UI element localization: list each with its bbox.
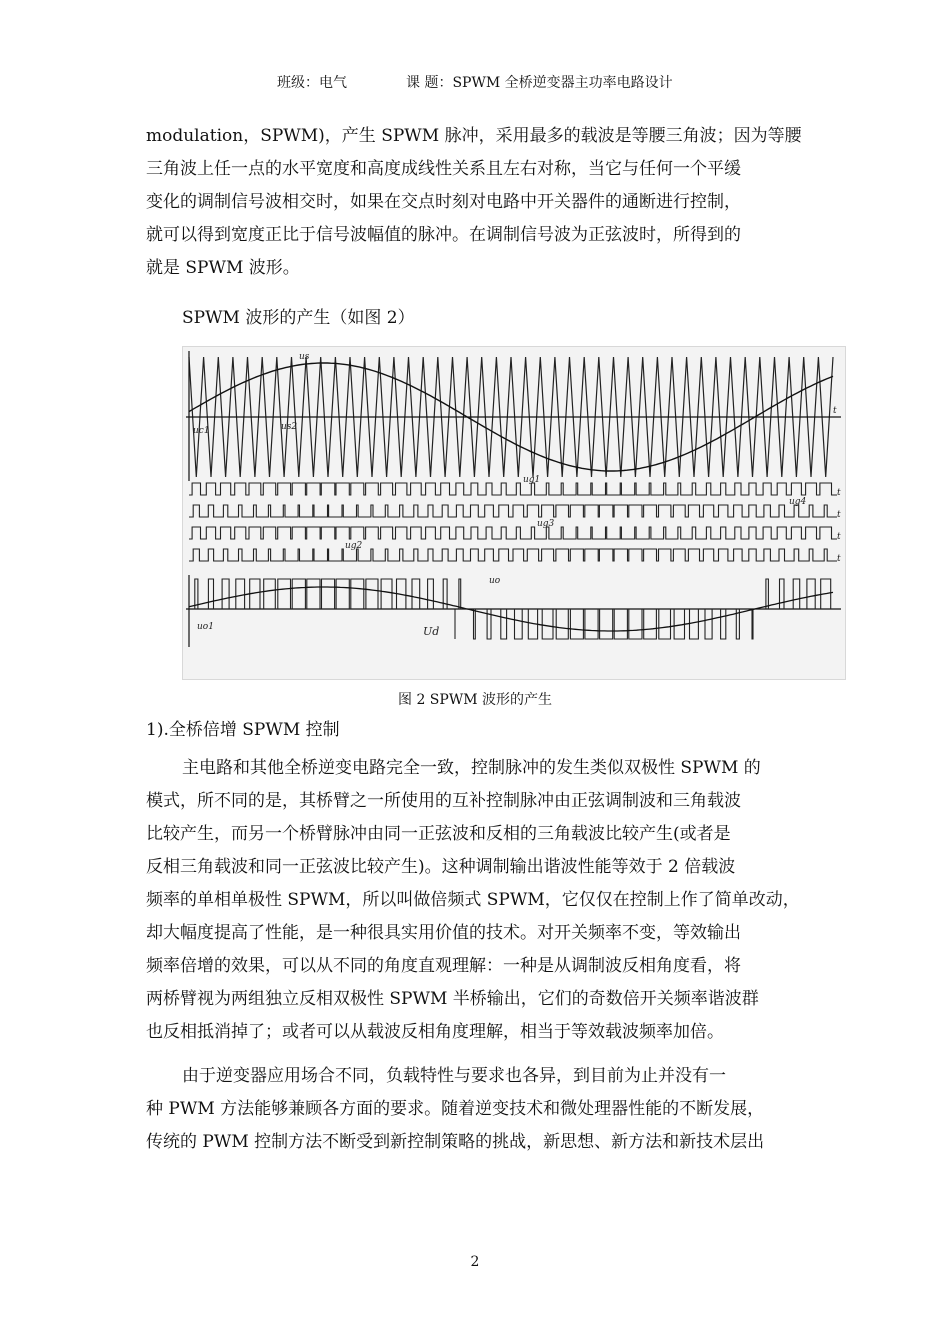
spwm-waveform-figure [182,346,846,680]
text-line: 频率的单相单极性 SPWM，所以叫做倍频式 SPWM，它仅仅在控制上作了简单改动， [146,890,800,910]
text-line: 两桥臂视为两组独立反相双极性 SPWM 半桥输出，它们的奇数倍开关频率谐波群 [146,989,759,1009]
label-t-top: t [833,406,837,416]
pulse-train-ug3 [189,527,837,539]
text-line: 比较产生，而另一个桥臂脉冲由同一正弦波和反相的三角载波比较产生(或者是 [146,824,731,844]
label-us2: us2 [281,422,298,432]
label-ug2: ug2 [345,541,363,551]
label-ug4: ug4 [789,497,807,507]
text-line: 传统的 PWM 控制方法不断受到新控制策略的挑战，新思想、新方法和新技术层出 [146,1132,765,1152]
text-line: 就可以得到宽度正比于信号波幅值的脉冲。在调制信号波为正弦波时，所得到的 [146,225,741,245]
label-t-row-0: t [837,488,841,498]
text-line: 由于逆变器应用场合不同，负载特性与要求也各异，到目前为止并没有一 [182,1066,726,1086]
figure-intro [146,302,842,335]
paragraph-1 [146,752,806,1049]
label-t-row-3: t [837,554,841,564]
pulse-train-ug4 [189,505,837,517]
text-line: 变化的调制信号波相交时，如果在交点时刻对电路中开关器件的通断进行控制， [146,192,741,212]
pulse-train-ug2 [189,549,837,561]
label-us: us [299,352,310,362]
page-number: 2 [470,1254,480,1270]
text-line: 也反相抵消掉了；或者可以从载波反相角度理解，相当于等效载波频率加倍。 [146,1022,724,1042]
text-line: 反相三角载波和同一正弦波比较产生)。这种调制输出谐波性能等效于 2 倍载波 [146,857,736,877]
figure-caption: 图 2 SPWM 波形的产生 [398,692,552,708]
text-line: 却大幅度提高了性能，是一种很具实用价值的技术。对开关频率不变，等效输出 [146,923,741,943]
label-Ud: Ud [423,625,440,638]
pulse-train-ug1 [189,483,837,495]
text-line: 主电路和其他全桥逆变电路完全一致，控制脉冲的发生类似双极性 SPWM 的 [182,758,761,778]
label-t-row-1: t [837,510,841,520]
heading-text: 1).全桥倍增 SPWM 控制 [146,720,340,740]
label-uc1: uc1 [193,426,210,436]
label-ug3: ug3 [537,519,555,529]
text-line: 就是 SPWM 波形。 [146,258,300,278]
section-heading [146,714,806,747]
label-uo1: uo1 [197,622,214,632]
text-line: SPWM 波形的产生（如图 2） [182,308,415,328]
label-uo: uo [489,576,501,586]
paragraph-2 [146,1060,806,1159]
text-line: 模式，所不同的是，其桥臂之一所使用的互补控制脉冲由正弦调制波和三角载波 [146,791,741,811]
text-line: 频率倍增的效果，可以从不同的角度直观理解：一种是从调制波反相角度看，将 [146,956,741,976]
text-line: 种 PWM 方法能够兼顾各方面的要求。随着逆变技术和微处理器性能的不断发展， [146,1099,765,1119]
label-ug1: ug1 [523,475,541,485]
text-line: modulation，SPWM)，产生 SPWM 脉冲，采用最多的载波是等腰三角波；因为等腰 [146,126,802,146]
header-topic: 课 题：SPWM 全桥逆变器主功率电路设计 [406,75,673,91]
spwm-waveform-svg [183,347,845,679]
intro-paragraph [146,120,806,285]
label-t-row-2: t [837,532,841,542]
text-line: 三角波上任一点的水平宽度和高度成线性关系且左右对称，当它与任何一个平缓 [146,159,741,179]
header-class: 班级：电气 [277,75,347,91]
